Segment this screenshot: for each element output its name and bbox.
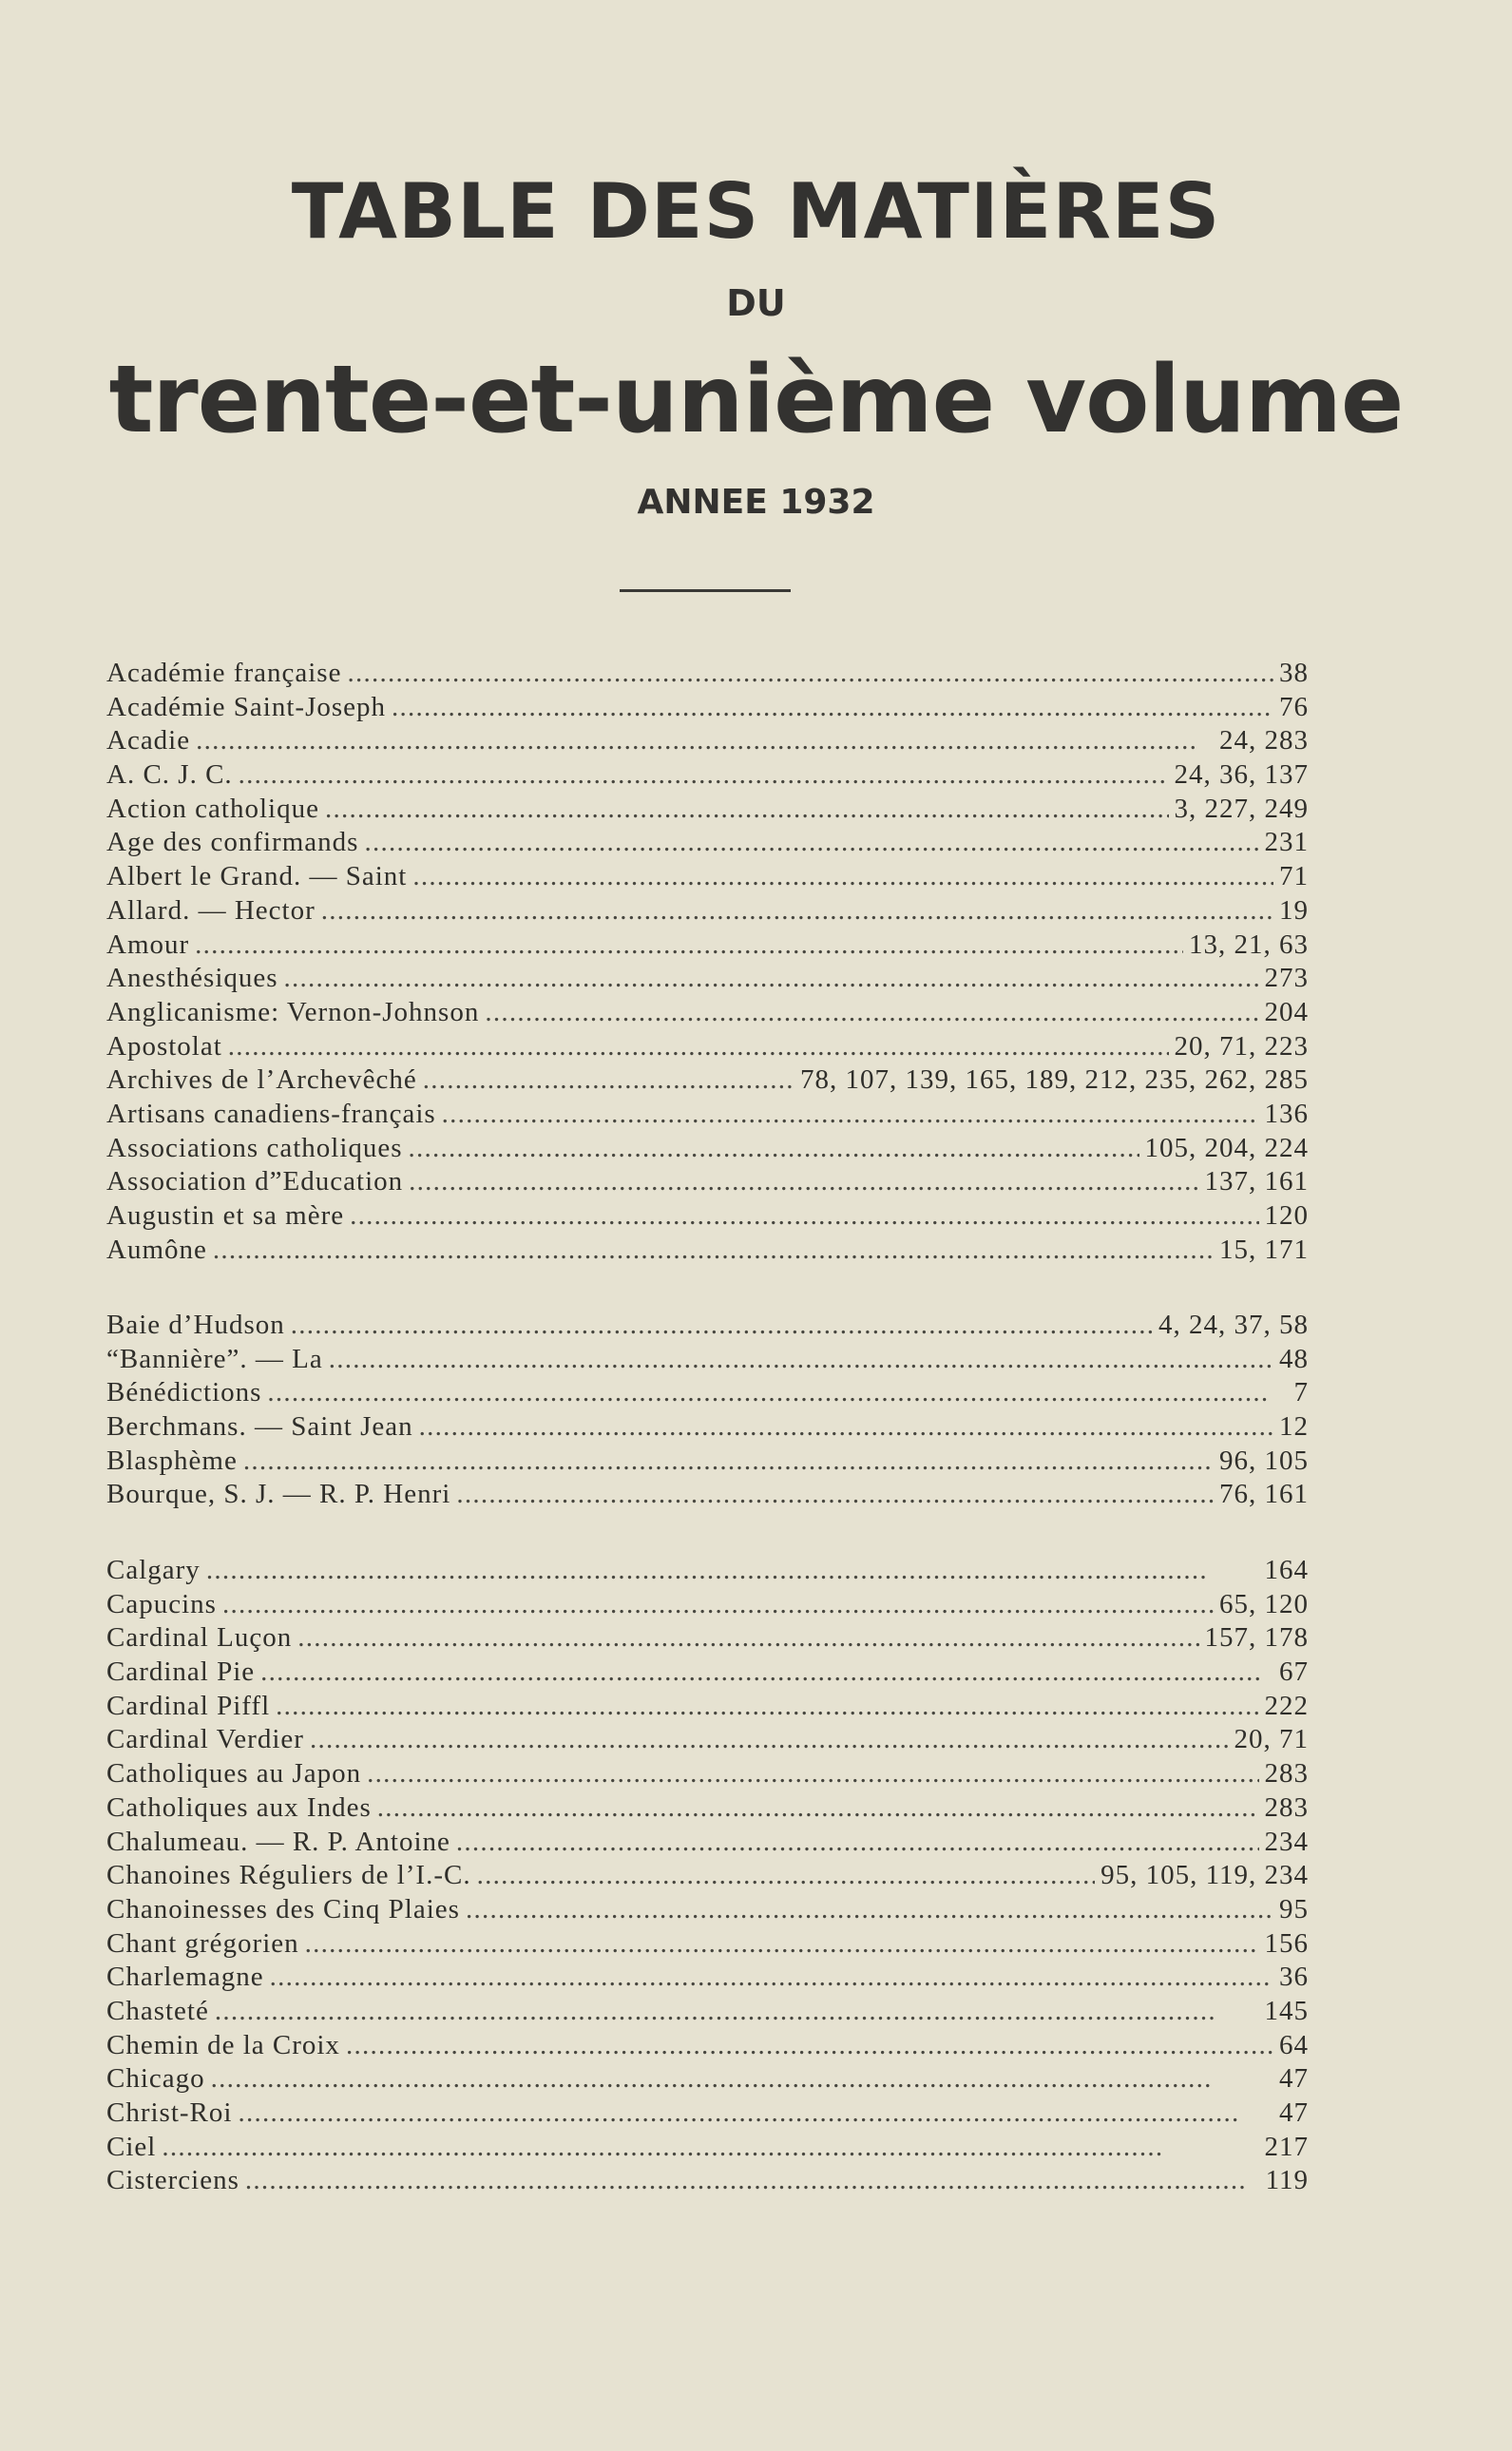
entry-pages: 78, 107, 139, 165, 189, 212, 235, 262, 285 bbox=[800, 1064, 1309, 1096]
entry-label: “Bannière”. — La bbox=[106, 1343, 323, 1374]
entry-pages: 76, 161 bbox=[1219, 1479, 1309, 1510]
entry-label: Augustin et sa mère bbox=[106, 1200, 345, 1231]
entry-pages: 47 bbox=[1279, 2097, 1309, 2128]
index-entry bbox=[106, 1133, 1309, 1167]
entry-label: Berchmans. — Saint Jean bbox=[106, 1411, 413, 1443]
index-entry bbox=[106, 861, 1309, 895]
dot-leader bbox=[412, 861, 1273, 892]
dot-leader bbox=[228, 1031, 1169, 1063]
entry-pages: 12 bbox=[1279, 1411, 1309, 1443]
entry-pages: 136 bbox=[1264, 1098, 1309, 1129]
dot-leader bbox=[456, 1479, 1214, 1510]
entry-label: Chant grégorien bbox=[106, 1927, 299, 1959]
dot-leader bbox=[325, 794, 1169, 825]
entry-label: Chanoines Réguliers de l’I.-C. bbox=[106, 1860, 471, 1891]
entry-label: Associations catholiques bbox=[106, 1132, 403, 1163]
dot-leader bbox=[456, 1827, 1259, 1858]
dot-leader bbox=[310, 1724, 1229, 1755]
entry-pages: 204 bbox=[1264, 996, 1309, 1027]
entry-label: Christ-Roi bbox=[106, 2097, 233, 2128]
entry-label: Catholiques au Japon bbox=[106, 1758, 362, 1790]
entry-pages: 273 bbox=[1264, 963, 1309, 994]
entry-label: Association d”Education bbox=[106, 1166, 404, 1197]
entry-pages: 64 bbox=[1279, 2029, 1309, 2060]
dot-leader bbox=[321, 895, 1273, 927]
entry-pages: 20, 71 bbox=[1234, 1724, 1309, 1755]
entry-pages: 157, 178 bbox=[1204, 1622, 1309, 1654]
index-entry bbox=[106, 1860, 1309, 1894]
entry-pages: 47 bbox=[1279, 2063, 1309, 2095]
index-entry bbox=[106, 759, 1309, 794]
entry-pages: 4, 24, 37, 58 bbox=[1158, 1310, 1309, 1340]
entry-pages: 71 bbox=[1279, 861, 1309, 892]
entry-label: Allard. — Hector bbox=[106, 894, 316, 926]
index-entry bbox=[106, 1691, 1309, 1725]
entry-label: Apostolat bbox=[106, 1030, 222, 1062]
title-divider bbox=[620, 589, 791, 592]
dot-leader bbox=[284, 963, 1259, 994]
entry-pages: 137, 161 bbox=[1204, 1166, 1309, 1197]
entry-label: Chasteté bbox=[106, 1995, 209, 2026]
entry-pages: 38 bbox=[1279, 658, 1309, 688]
dot-leader bbox=[364, 827, 1258, 858]
entry-pages: 13, 21, 63 bbox=[1189, 929, 1309, 960]
entry-pages: 36 bbox=[1279, 1962, 1309, 1993]
dot-leader bbox=[442, 1099, 1259, 1130]
entry-label: Chicago bbox=[106, 2063, 205, 2095]
entry-pages: 95, 105, 119, 234 bbox=[1101, 1860, 1309, 1891]
entry-label: Chalumeau. — R. P. Antoine bbox=[106, 1826, 450, 1857]
index-entry bbox=[106, 827, 1309, 861]
index-entry bbox=[106, 1344, 1309, 1378]
entry-label: Cardinal Pie bbox=[106, 1656, 256, 1688]
entry-label: Baie d’Hudson bbox=[106, 1310, 285, 1340]
index-entry bbox=[106, 725, 1309, 759]
entry-label: Académie Saint-Joseph bbox=[106, 691, 387, 722]
index-group-a bbox=[106, 658, 1309, 1268]
entry-pages: 231 bbox=[1264, 827, 1309, 858]
dot-leader bbox=[350, 1200, 1258, 1232]
dot-leader bbox=[276, 1691, 1258, 1722]
entry-label: Chanoinesses des Cinq Plaies bbox=[106, 1893, 460, 1924]
index-entry bbox=[106, 963, 1309, 997]
dot-leader bbox=[367, 1758, 1258, 1790]
index-entry bbox=[106, 1758, 1309, 1792]
index-entry bbox=[106, 2030, 1309, 2064]
index-entry bbox=[106, 1827, 1309, 1861]
dot-leader bbox=[222, 1589, 1214, 1620]
dot-leader bbox=[329, 1344, 1273, 1375]
dot-leader bbox=[485, 997, 1258, 1028]
index-entry bbox=[106, 1962, 1309, 1996]
dot-leader bbox=[305, 1928, 1259, 1960]
dot-leader bbox=[297, 1622, 1198, 1654]
entry-label: Anesthésiques bbox=[106, 963, 278, 994]
dot-leader bbox=[195, 929, 1183, 961]
dot-leader bbox=[267, 1377, 1288, 1408]
index-group-b bbox=[106, 1310, 1309, 1513]
entry-pages: 76 bbox=[1279, 691, 1309, 722]
entry-pages: 95 bbox=[1279, 1893, 1309, 1924]
entry-label: Ciel bbox=[106, 2131, 157, 2162]
dot-leader bbox=[206, 1555, 1259, 1586]
entry-label: Cardinal Verdier bbox=[106, 1724, 304, 1755]
dot-leader bbox=[270, 1962, 1273, 1993]
title-line-2: DU bbox=[726, 282, 786, 324]
index-entry bbox=[106, 1996, 1309, 2030]
index-entry bbox=[106, 997, 1309, 1031]
index-entry bbox=[106, 2063, 1309, 2097]
index-entry bbox=[106, 1928, 1309, 1963]
index-entry bbox=[106, 1235, 1309, 1269]
entry-pages: 234 bbox=[1264, 1826, 1309, 1857]
index-entry bbox=[106, 1411, 1309, 1446]
title-line-3: trente-et-unième volume bbox=[108, 346, 1404, 454]
index-entry bbox=[106, 1099, 1309, 1133]
entry-pages: 120 bbox=[1264, 1200, 1309, 1231]
dot-leader bbox=[423, 1064, 794, 1096]
entry-label: Capucins bbox=[106, 1588, 217, 1619]
entry-label: Bénédictions bbox=[106, 1377, 262, 1408]
index-entry bbox=[106, 1479, 1309, 1513]
index-entry bbox=[106, 2097, 1309, 2132]
index-entry bbox=[106, 1589, 1309, 1623]
entry-pages: 164 bbox=[1264, 1555, 1309, 1585]
entry-pages: 48 bbox=[1279, 1343, 1309, 1374]
dot-leader bbox=[347, 658, 1273, 689]
entry-label: Catholiques aux Indes bbox=[106, 1791, 372, 1823]
entry-label: Albert le Grand. — Saint bbox=[106, 861, 408, 892]
index-group-c bbox=[106, 1555, 1309, 2199]
entry-pages: 19 bbox=[1279, 894, 1309, 926]
index-entry bbox=[106, 1555, 1309, 1589]
entry-label: Aumône bbox=[106, 1234, 207, 1265]
index-entry bbox=[106, 1310, 1309, 1344]
dot-leader bbox=[260, 1656, 1273, 1688]
entry-pages: 145 bbox=[1264, 1995, 1309, 2026]
entry-label: A. C. J. C. bbox=[106, 759, 233, 791]
index-entry bbox=[106, 794, 1309, 828]
entry-label: Charlemagne bbox=[106, 1962, 264, 1993]
entry-pages: 222 bbox=[1264, 1690, 1309, 1721]
dot-leader bbox=[409, 1133, 1139, 1164]
index-entry bbox=[106, 1064, 1309, 1099]
index-entry bbox=[106, 1377, 1309, 1411]
entry-pages: 3, 227, 249 bbox=[1174, 793, 1309, 824]
dot-leader bbox=[239, 759, 1169, 791]
dot-leader bbox=[346, 2030, 1273, 2061]
entry-pages: 283 bbox=[1264, 1758, 1309, 1790]
index-entry bbox=[106, 929, 1309, 964]
entry-label: Chemin de la Croix bbox=[106, 2029, 340, 2060]
dot-leader bbox=[477, 1860, 1095, 1891]
dot-leader bbox=[238, 2097, 1273, 2129]
entry-label: Acadie bbox=[106, 725, 191, 756]
index-entry bbox=[106, 1622, 1309, 1656]
dot-leader bbox=[243, 1446, 1214, 1477]
entry-label: Calgary bbox=[106, 1555, 201, 1585]
entry-label: Académie française bbox=[106, 658, 342, 688]
entry-pages: 105, 204, 224 bbox=[1144, 1132, 1309, 1163]
dot-leader bbox=[466, 1894, 1273, 1925]
entry-pages: 15, 171 bbox=[1219, 1234, 1309, 1265]
dot-leader bbox=[419, 1411, 1273, 1443]
entry-label: Anglicanisme: Vernon-Johnson bbox=[106, 996, 480, 1027]
title-line-1: TABLE DES MATIÈRES bbox=[291, 167, 1221, 256]
entry-label: Amour bbox=[106, 929, 190, 960]
dot-leader bbox=[213, 1235, 1214, 1266]
entry-pages: 24, 283 bbox=[1219, 725, 1309, 756]
index-entry bbox=[106, 1724, 1309, 1758]
index-entry bbox=[106, 1166, 1309, 1200]
entry-label: Age des confirmands bbox=[106, 827, 359, 858]
entry-pages: 65, 120 bbox=[1219, 1588, 1309, 1619]
index-entry bbox=[106, 1446, 1309, 1480]
dot-leader bbox=[196, 725, 1214, 756]
dot-leader bbox=[211, 2063, 1273, 2095]
entry-label: Action catholique bbox=[106, 793, 319, 824]
dot-leader bbox=[392, 692, 1273, 723]
entry-pages: 119 bbox=[1265, 2165, 1309, 2196]
dot-leader bbox=[245, 2165, 1260, 2196]
entry-pages: 283 bbox=[1264, 1791, 1309, 1823]
entry-label: Blasphème bbox=[106, 1445, 238, 1476]
entry-label: Cardinal Piffl bbox=[106, 1690, 271, 1721]
index-entry bbox=[106, 1200, 1309, 1235]
index-entry bbox=[106, 1792, 1309, 1827]
entry-label: Archives de l’Archevêché bbox=[106, 1064, 417, 1096]
dot-leader bbox=[377, 1792, 1259, 1824]
index-entry bbox=[106, 895, 1309, 929]
dot-leader bbox=[409, 1166, 1198, 1197]
entry-label: Cisterciens bbox=[106, 2165, 239, 2196]
entry-pages: 67 bbox=[1279, 1656, 1309, 1688]
entry-pages: 96, 105 bbox=[1219, 1445, 1309, 1476]
index-entry bbox=[106, 658, 1309, 692]
entry-label: Cardinal Luçon bbox=[106, 1622, 293, 1654]
entry-label: Bourque, S. J. — R. P. Henri bbox=[106, 1479, 451, 1510]
index-entry bbox=[106, 1656, 1309, 1691]
index-entry bbox=[106, 692, 1309, 726]
entry-pages: 20, 71, 223 bbox=[1174, 1030, 1309, 1062]
index-entry bbox=[106, 2165, 1309, 2199]
year-label: ANNEE 1932 bbox=[637, 483, 875, 522]
index-entry bbox=[106, 2132, 1309, 2166]
index-entry bbox=[106, 1894, 1309, 1928]
entry-pages: 156 bbox=[1264, 1927, 1309, 1959]
index-entry bbox=[106, 1031, 1309, 1065]
entry-pages: 217 bbox=[1264, 2131, 1309, 2162]
dot-leader bbox=[162, 2132, 1258, 2163]
entry-pages: 7 bbox=[1293, 1377, 1309, 1408]
dot-leader bbox=[215, 1996, 1259, 2027]
dot-leader bbox=[291, 1310, 1153, 1341]
entry-label: Artisans canadiens-français bbox=[106, 1098, 436, 1129]
entry-pages: 24, 36, 137 bbox=[1174, 759, 1309, 791]
